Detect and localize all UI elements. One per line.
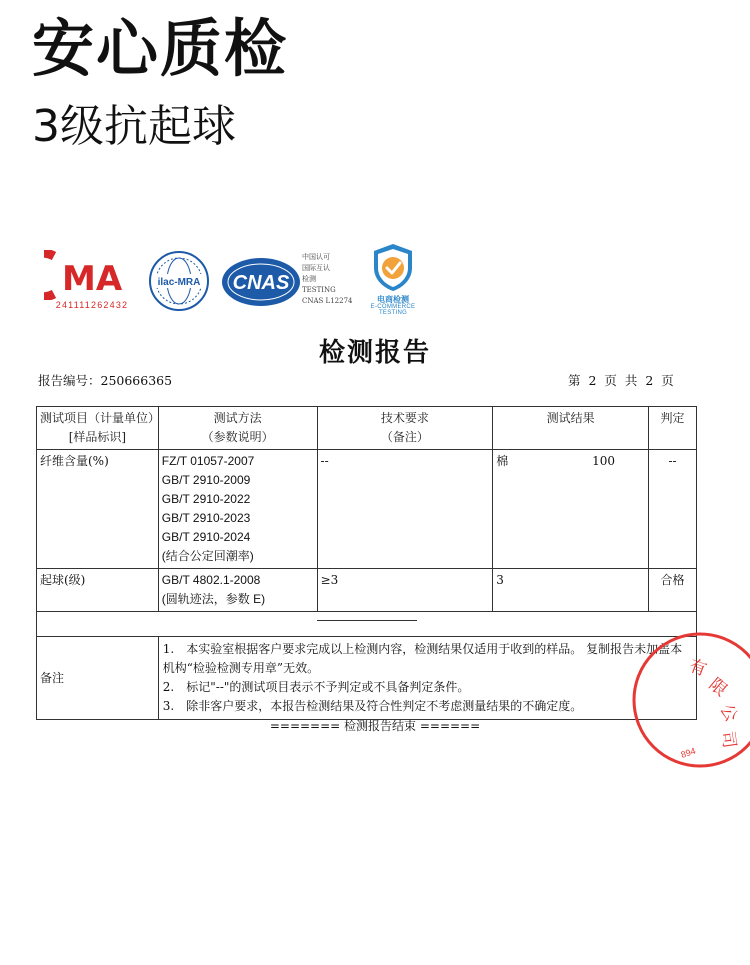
header-judgement: [649, 407, 697, 450]
remarks-row: [37, 637, 697, 720]
method-line: (结合公定回潮率): [161, 549, 254, 563]
table-row: [37, 450, 697, 569]
cnas-line: CNAS L12274: [302, 297, 353, 305]
separator-row: [37, 612, 697, 637]
method-line: GB/T 2910-2024: [161, 530, 251, 544]
cnas-caption: [302, 252, 352, 307]
cma-logo: [44, 250, 136, 314]
cma-letters: MA: [62, 259, 123, 299]
company-seal-stamp: [630, 630, 750, 770]
header-method-label: 测试方法: [213, 411, 262, 425]
svg-text:限: 限: [704, 674, 731, 701]
remark-item: 3. 除非客户要求，本报告检测结果及符合性判定不考虑测量结果的不确定度。: [162, 699, 583, 713]
row-judgement: 合格: [649, 569, 697, 612]
header-requirement-sub: （备注）: [380, 430, 429, 444]
header-judgement-label: 判定: [660, 411, 685, 425]
hero-title: 安心质检: [32, 12, 289, 85]
row-methods: [158, 450, 317, 569]
report-title: 检测报告: [318, 338, 431, 368]
row-requirement: --: [317, 450, 493, 569]
separator-cell: [37, 612, 697, 637]
ecommerce-en-label: E-COMMERCE TESTING: [370, 304, 416, 316]
table-row: [37, 569, 697, 612]
cnas-logo: [220, 256, 302, 308]
cma-registration: 241111262432: [55, 300, 129, 310]
shield-check-icon: [362, 240, 424, 294]
header-item: [37, 407, 159, 450]
method-line: GB/T 2910-2023: [161, 511, 251, 525]
hero-subtitle: 3级抗起球: [32, 101, 236, 152]
cnas-line: TESTING: [302, 286, 336, 294]
header-requirement-label: 技术要求: [380, 411, 429, 425]
header-result: [493, 407, 649, 450]
remark-item: 1. 本实验室根据客户要求完成以上检测内容，检测结果仅适用于收到的样品。 复制报告未加盖本机构“检验检测专用章”无效。: [162, 642, 683, 675]
result-value: 100: [592, 454, 616, 468]
cnas-line: 国际互认: [302, 264, 330, 272]
remarks-label: 备注: [37, 637, 159, 720]
method-line: (圆轨迹法，参数 E): [161, 592, 266, 606]
row-requirement: ≥3: [317, 569, 493, 612]
cnas-text: CNAS: [232, 272, 290, 294]
row-result: 3: [493, 569, 649, 612]
table-header-row: [37, 407, 697, 450]
ilac-globe-icon: [148, 250, 210, 312]
row-item: 起球(级): [37, 569, 159, 612]
header-result-label: 测试结果: [546, 411, 595, 425]
separator-line: [317, 620, 417, 621]
row-result: [493, 450, 649, 569]
svg-text:894: 894: [679, 745, 697, 760]
svg-text:司: 司: [717, 729, 740, 750]
method-line: GB/T 4802.1-2008: [161, 573, 261, 587]
method-line: FZ/T 01057-2007: [161, 454, 255, 468]
cnas-mark-icon: [220, 256, 302, 308]
method-line: GB/T 2910-2022: [161, 492, 251, 506]
svg-text:有: 有: [686, 655, 710, 681]
header-item-label: 测试项目（计量单位）: [40, 411, 161, 425]
header-method-sub: （参数说明）: [201, 430, 274, 444]
ilac-text: ilac-MRA: [157, 277, 201, 288]
report-table: [36, 406, 697, 720]
header-requirement: [317, 407, 493, 450]
row-judgement: --: [649, 450, 697, 569]
remarks-content: [158, 637, 696, 720]
cnas-line: 中国认可: [302, 253, 330, 261]
svg-text:公: 公: [715, 700, 742, 726]
report-number: 报告编号：250666365: [38, 373, 173, 388]
header-item-sub: [样品标识]: [68, 430, 127, 444]
report-end-mark: ======= 检测报告结束 ======: [269, 719, 481, 733]
cnas-line: 检测: [302, 275, 316, 283]
method-line: GB/T 2910-2009: [161, 473, 251, 487]
row-item: 纤维含量(%): [37, 450, 159, 569]
ilac-mra-logo: [148, 250, 210, 312]
header-method: [158, 407, 317, 450]
row-methods: [158, 569, 317, 612]
ecommerce-testing-logo: [362, 240, 424, 320]
ecommerce-label: 电商检测: [377, 295, 409, 304]
seal-icon: [630, 630, 750, 770]
remark-item: 2. 标记"--"的测试项目表示不予判定或不具备判定条件。: [162, 680, 470, 694]
cma-mark-icon: [44, 250, 136, 300]
result-label: 棉: [496, 454, 509, 468]
page-indicator: 第 2 页 共 2 页: [568, 373, 674, 388]
certification-logos: [40, 240, 440, 320]
